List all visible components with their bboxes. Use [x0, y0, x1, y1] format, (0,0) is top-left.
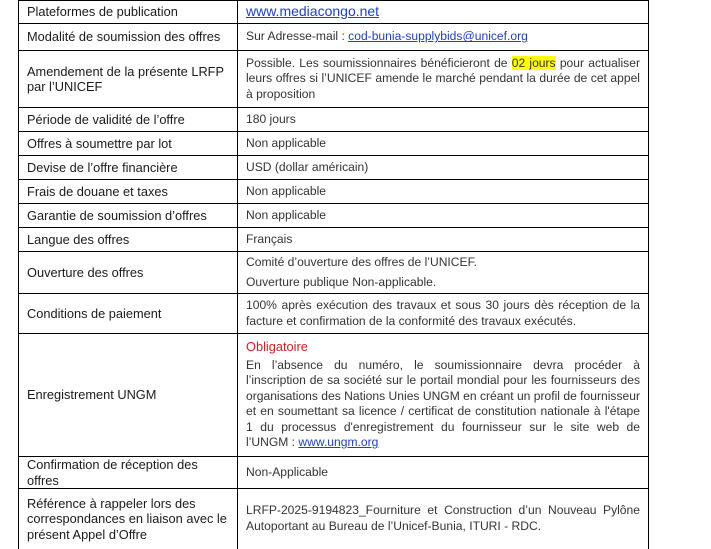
row-label-receipt-confirmation: Confirmation de réception des offres [19, 457, 238, 489]
tender-details-document [18, 0, 640, 549]
ungm-required-label: Obligatoire [246, 339, 308, 355]
row-label-offers-per-lot: Offres à soumettre par lot [19, 132, 238, 156]
mediacongo-link[interactable]: www.mediacongo.net [246, 2, 380, 19]
supply-bids-email-link[interactable]: cod-bunia-supplybids@unicef.org [348, 29, 528, 44]
row-value-language: Français [238, 228, 649, 252]
amendment-text-start: Possible. Les soumissionnaires bénéficieront de [246, 55, 512, 70]
table-row [19, 1, 649, 24]
row-value-amendment [238, 51, 649, 108]
table-row [19, 252, 649, 294]
row-label-currency: Devise de l’offre financière [19, 156, 238, 180]
row-label-opening: Ouverture des offres [19, 252, 238, 294]
row-value-receipt-confirmation: Non-Applicable [238, 457, 649, 489]
table-row [19, 24, 649, 51]
table-row [19, 457, 649, 489]
row-value-offers-per-lot: Non applicable [238, 132, 649, 156]
row-label-submission-mode: Modalité de soumission des offres [19, 24, 238, 51]
row-value-validity: 180 jours [238, 108, 649, 132]
row-label-ungm: Enregistrement UNGM [19, 334, 238, 457]
table-row [19, 132, 649, 156]
ungm-instructions-text: En l’absence du numéro, le soumissionnaire devra procéder à l’inscription de sa société sur le portail mondial pour les fournisseurs des organisations des Nations Unies UNGM en créant un profil de fournisseur et en soumettant sa licence / certificat de constitution nationale à l'étape 1 du processus d'enregistrement du fournisseur sur le site web de l’UNGM : [246, 357, 640, 450]
row-label-publication-platforms: Plateformes de publication [19, 1, 238, 24]
amendment-text-end: pour actualiser leurs offres si l’UNICEF amende le marché pendant la durée de cet appel à proposition [246, 55, 640, 101]
row-value-currency: USD (dollar américain) [238, 156, 649, 180]
row-label-payment: Conditions de paiement [19, 294, 238, 334]
table-row [19, 180, 649, 204]
row-label-language: Langue des offres [19, 228, 238, 252]
row-value-reference: LRFP-2025-9194823_Fourniture et Construction d’un Nouveau Pylône Autoportant au Bureau de l’Unicef-Bunia, ITURI - RDC. [238, 489, 649, 549]
row-value-submission-mode [238, 24, 649, 51]
table-row [19, 334, 649, 457]
opening-public-text: Ouverture publique Non-applicable. [246, 274, 437, 289]
row-value-publication-platforms [238, 1, 649, 24]
table-row [19, 294, 649, 334]
row-label-reference: Référence à rappeler lors des correspondances en liaison avec le présent Appel d’Offre [19, 489, 238, 549]
row-label-amendment: Amendement de la présente LRFP par l’UNICEF [19, 51, 238, 108]
submission-mode-prefix: Sur Adresse-mail : [246, 29, 349, 44]
row-value-ungm [238, 334, 649, 457]
tender-details-table [18, 0, 649, 549]
row-value-opening [238, 252, 649, 294]
opening-committee-text: Comité d’ouverture des offres de l’UNICEF. [246, 255, 477, 269]
table-row [19, 228, 649, 252]
row-value-customs: Non applicable [238, 180, 649, 204]
amendment-days-highlight: 02 jours [511, 55, 556, 70]
row-value-bid-guarantee: Non applicable [238, 204, 649, 228]
table-row [19, 108, 649, 132]
row-label-customs: Frais de douane et taxes [19, 180, 238, 204]
row-value-payment: 100% après exécution des travaux et sous 30 jours dès réception de la facture et confirmation de la conformité des travaux exécutés. [238, 294, 649, 334]
ungm-instructions [246, 358, 640, 451]
table-row [19, 489, 649, 549]
ungm-link[interactable]: www.ungm.org [298, 435, 379, 450]
table-row [19, 51, 649, 108]
table-row [19, 204, 649, 228]
row-label-bid-guarantee: Garantie de soumission d’offres [19, 204, 238, 228]
row-label-validity: Période de validité de l’offre [19, 108, 238, 132]
table-row [19, 156, 649, 180]
